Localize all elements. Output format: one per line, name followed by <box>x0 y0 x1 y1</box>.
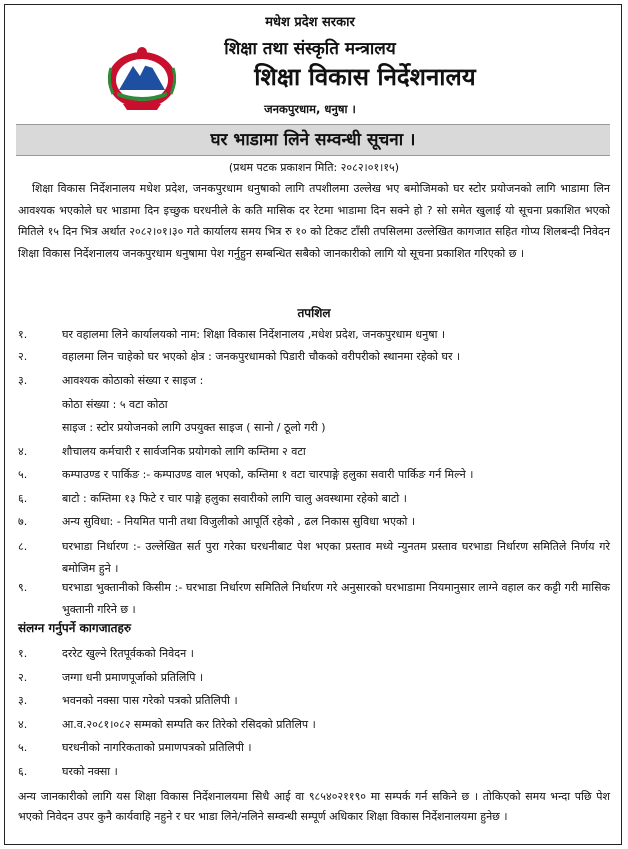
office-location: जनकपुरधाम, धनुषा । <box>264 102 356 116</box>
document-item <box>18 690 610 712</box>
item-text: घरभाडा भुक्तानीको किसीम :- घरभाडा निर्धारण समितिले निर्धारण गरे अनुसारको घरभाडामा नियमानुसार लाग्ने वहाल कर कट्टी गरी मासिक भुक्तानी गरिने छ । <box>62 581 610 616</box>
item-number: ६. <box>18 765 28 778</box>
item-text: वहालमा लिन चाहेको घर भएको क्षेत्र : जनकपुरधामको पिडारी चौकको वरीपरीको स्थानमा रहेको घर । <box>62 350 461 363</box>
item-text: घरभाडा निर्धारण :- उल्लेखित सर्त पुरा गरेका घरधनीबाट पेश भएका प्रस्ताव मध्ये न्युनतम प्रस्ताव घरभाडा निर्धारण समितिले निर्णय गरे बमोजिम हुने । <box>62 540 610 575</box>
item-number: १. <box>18 647 28 660</box>
detail-item <box>18 464 610 486</box>
item-number: ९. <box>18 581 28 594</box>
item-number: ४. <box>18 718 28 731</box>
item-number: ७. <box>18 515 28 528</box>
room-size: साइज : स्टोर प्रयोजनको लागि उपयुक्त साइज ( सानो / ठूलो गरी ) <box>62 421 326 434</box>
item-number: ५. <box>18 468 28 481</box>
notice-title: घर भाडामा लिने सम्वन्धी सूचना । <box>16 124 610 156</box>
documents-heading: संलग्न गर्नुपर्ने कागजातहरु <box>18 621 132 635</box>
item-text: कम्पाउण्ड र पार्किङ :- कम्पाउण्ड वाल भएको, कम्तिमा १ वटा चारपाङ्गे हलुका सवारी पार्किङ गर्न मिल्ने । <box>62 468 474 481</box>
item-number: २. <box>18 671 28 684</box>
item-text: घरको नक्सा । <box>62 765 118 778</box>
detail-item <box>18 511 610 533</box>
item-text: शौचालय कर्मचारी र सार्वजनिक प्रयोगको लागि कम्तिमा २ वटा <box>62 445 306 458</box>
detail-item <box>18 536 610 579</box>
item-text: घरधनीको नागरिकताको प्रमाणपत्रको प्रतिलिपी । <box>62 741 252 754</box>
detail-item <box>18 324 610 346</box>
notice-intro-paragraph: शिक्षा विकास निर्देशनालय मधेश प्रदेश, जनकपुरधाम धनुषाको लागि तपशीलमा उल्लेख भए बमोजिमको घर स्टोर प्रयोजनको लागि भाडामा लिन आवश्यक भएकोले घर भाडामा दिन इच्छुक घरधनीले के कति मासिक दर रेटमा भाडामा दिन सक्ने हो ? सो समेत खुलाई यो सूचना प्रकाशित भएको मितिले १५ दिन भित्र अर्थात २०८२।०१।३० गते कार्यालय समय भित्र रु १० को टिकट टाँसी तपसिलमा उल्लेखित कागजात सहित गोप्य शिलबन्दी निवेदन शिक्षा विकास निर्देशनालय जनकपुरधाम धनुषामा पेश गर्नुहुन सम्बन्धित सबैको जानकारीको लागि यो सूचना प्रकाशित गरिएको छ । <box>18 182 610 260</box>
item-number: ३. <box>18 374 28 387</box>
item-number: १. <box>18 328 28 341</box>
item-text: बाटो : कम्तिमा १३ फिटे र चार पाङ्गे हलुका सवारीको लागि चालु अवस्थामा रहेको बाटो । <box>62 492 407 505</box>
document-item <box>18 643 610 665</box>
item-text: जग्गा धनी प्रमाणपूर्जाको प्रतिलिपि । <box>62 671 204 684</box>
ministry-name: शिक्षा तथा संस्कृति मन्त्रालय <box>224 39 396 59</box>
detail-item <box>18 488 610 510</box>
item-number: ४. <box>18 445 28 458</box>
item-text: घर वहालमा लिने कार्यालयको नाम: शिक्षा विकास निर्देशनालय ,मधेश प्रदेश, जनकपुरधाम धनुषा । <box>62 328 446 341</box>
document-item <box>18 714 610 736</box>
item-text: आ.व.२०८१।०८२ सम्मको सम्पति कर तिरेको रसिदको प्रतिलिप । <box>62 718 316 731</box>
document-item <box>18 667 610 689</box>
details-heading: तपशिल <box>297 306 331 320</box>
item-text: दररेट खुल्ने रितपूर्वकको निवेदन । <box>62 647 194 660</box>
item-number: २. <box>18 350 28 363</box>
office-name <box>190 60 620 93</box>
item-text: भवनको नक्सा पास गरेको पत्रको प्रतिलिपी । <box>62 694 238 707</box>
item-number: ३. <box>18 694 28 707</box>
document-item <box>18 737 610 759</box>
item-text: अन्य सुविधा: - नियमित पानी तथा विजुलीको आपूर्ति रहेको , ढल निकास सुविधा भएको । <box>62 515 416 528</box>
item-number: ६. <box>18 492 28 505</box>
office-name-text: शिक्षा विकास निर्देशनालय <box>254 63 476 91</box>
room-count: कोठा संख्या : ५ वटा कोठा <box>62 398 168 411</box>
detail-item <box>18 346 610 368</box>
closing-paragraph: अन्य जानकारीको लागि यस शिक्षा विकास निर्देशनालयमा सिधै आई वा ९८५४०२११९० मा सम्पर्क गर्न सकिने छ । तोकिएको समय भन्दा पछि पेश भएको निवेदन उपर कुनै कार्यवाहि नहुने र घर भाडा लिने/नलिने सम्वन्धी सम्पूर्ण अधिकार शिक्षा विकास निर्देशनालयमा हुनेछ । <box>18 790 610 823</box>
item-text: आवश्यक कोठाको संख्या र साइज : <box>62 374 204 387</box>
government-name: मधेश प्रदेश सरकार <box>265 15 355 30</box>
item-number: ८. <box>18 540 28 553</box>
document-item <box>18 761 610 783</box>
detail-item <box>18 370 610 392</box>
item-number: ५. <box>18 741 28 754</box>
detail-item <box>18 577 610 620</box>
letterhead <box>0 0 620 122</box>
publication-date: (प्रथम पटक प्रकाशन मिति: २०८२।०१।१५) <box>228 161 400 174</box>
detail-item <box>18 441 610 463</box>
